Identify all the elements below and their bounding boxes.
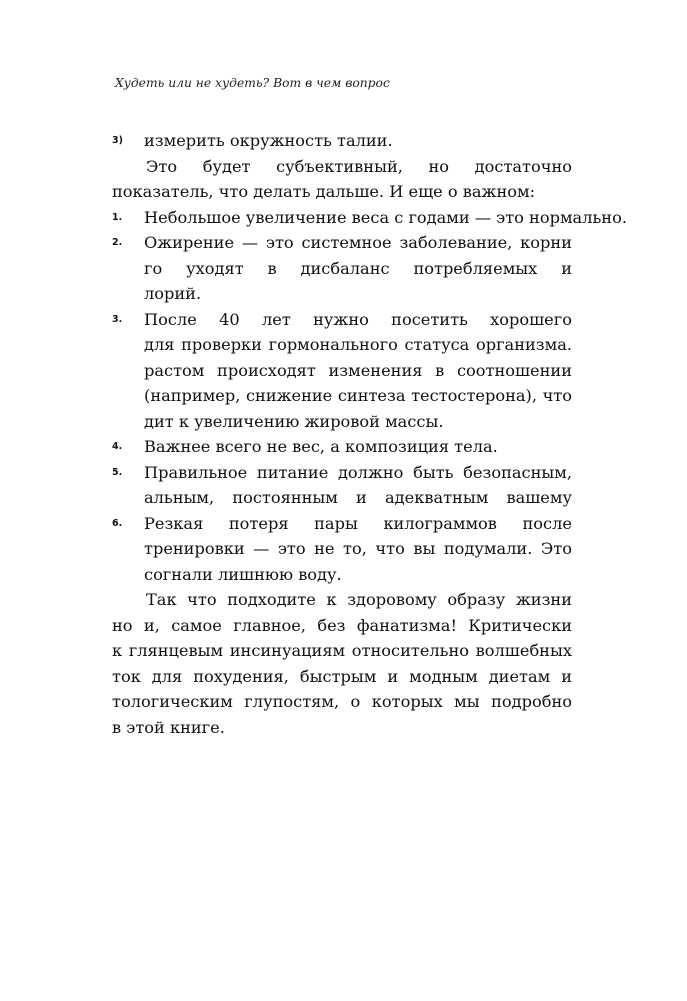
list-number: 5. <box>112 466 123 478</box>
paragraph-2-line-5: тологическим глупостям, о которых мы подробно <box>112 692 572 711</box>
list-item-text: Резкая потеря пары килограммов после <box>144 513 572 533</box>
list-item-5 <box>112 460 572 486</box>
list-number: 3. <box>112 313 123 325</box>
list-item-6-cont: согнали лишнюю воду. <box>144 564 342 584</box>
paragraph-2-line-1: Так что подходите к здоровому образу жизни <box>146 590 572 609</box>
list-item-2-cont: го уходят в дисбаланс потребляемых и <box>144 258 572 278</box>
list-item-5-cont: альным, постоянным и адекватным вашему <box>144 488 572 507</box>
page-body <box>112 128 627 740</box>
list-item-3 <box>112 307 572 333</box>
list-number: 3) <box>112 135 123 146</box>
list-item-6-cont: тренировки — это не то, что вы подумали. Это <box>144 539 572 558</box>
list-item-text: измерить окружность талии. <box>144 131 393 150</box>
list-number: 2. <box>112 237 123 248</box>
list-item-3-cont: для проверки гормонального статуса организма. <box>144 335 572 354</box>
list-number: 6. <box>112 517 123 529</box>
paragraph-2-line-2: но и, самое главное, без фанатизма! Критически <box>112 615 572 635</box>
paragraph-2-line-4: ток для похудения, быстрым и модным диетам и <box>112 666 572 686</box>
list-item-3-cont: (например, снижение синтеза тестостерона), что <box>144 386 572 405</box>
paragraph-1-line-1: Это будет субъективный, но достаточно <box>146 156 572 176</box>
list-item-3-paren <box>112 128 572 154</box>
list-item-6 <box>112 511 572 537</box>
list-item-text: Ожирение — это системное заболевание, корни <box>144 233 572 252</box>
list-item-2-cont: лорий. <box>144 284 202 303</box>
list-number: 1. <box>112 211 123 223</box>
list-item-text: Небольшое увеличение веса с годами — это нормально. <box>144 207 627 227</box>
list-item-2 <box>112 230 572 256</box>
list-item-3-cont: дит к увеличению жировой массы. <box>144 411 444 431</box>
paragraph-2-line-3: к глянцевым инсинуациям относительно волшебных <box>112 641 572 660</box>
list-item-4 <box>112 434 572 460</box>
paragraph-2-line-6: в этой книге. <box>112 717 225 737</box>
list-item-text: Важнее всего не вес, а композиция тела. <box>144 437 498 456</box>
list-item-3-cont: растом происходят изменения в соотношении <box>144 360 572 380</box>
list-item-text: Правильное питание должно быть безопасным, <box>144 462 572 482</box>
running-header: Худеть или не худеть? Вот в чем вопрос <box>115 76 390 90</box>
list-item-text: После 40 лет нужно посетить хорошего <box>144 309 572 329</box>
paragraph-1-line-2: показатель, что делать дальше. И еще о важном: <box>112 182 536 201</box>
list-number: 4. <box>112 441 123 452</box>
list-item-1 <box>112 205 627 231</box>
